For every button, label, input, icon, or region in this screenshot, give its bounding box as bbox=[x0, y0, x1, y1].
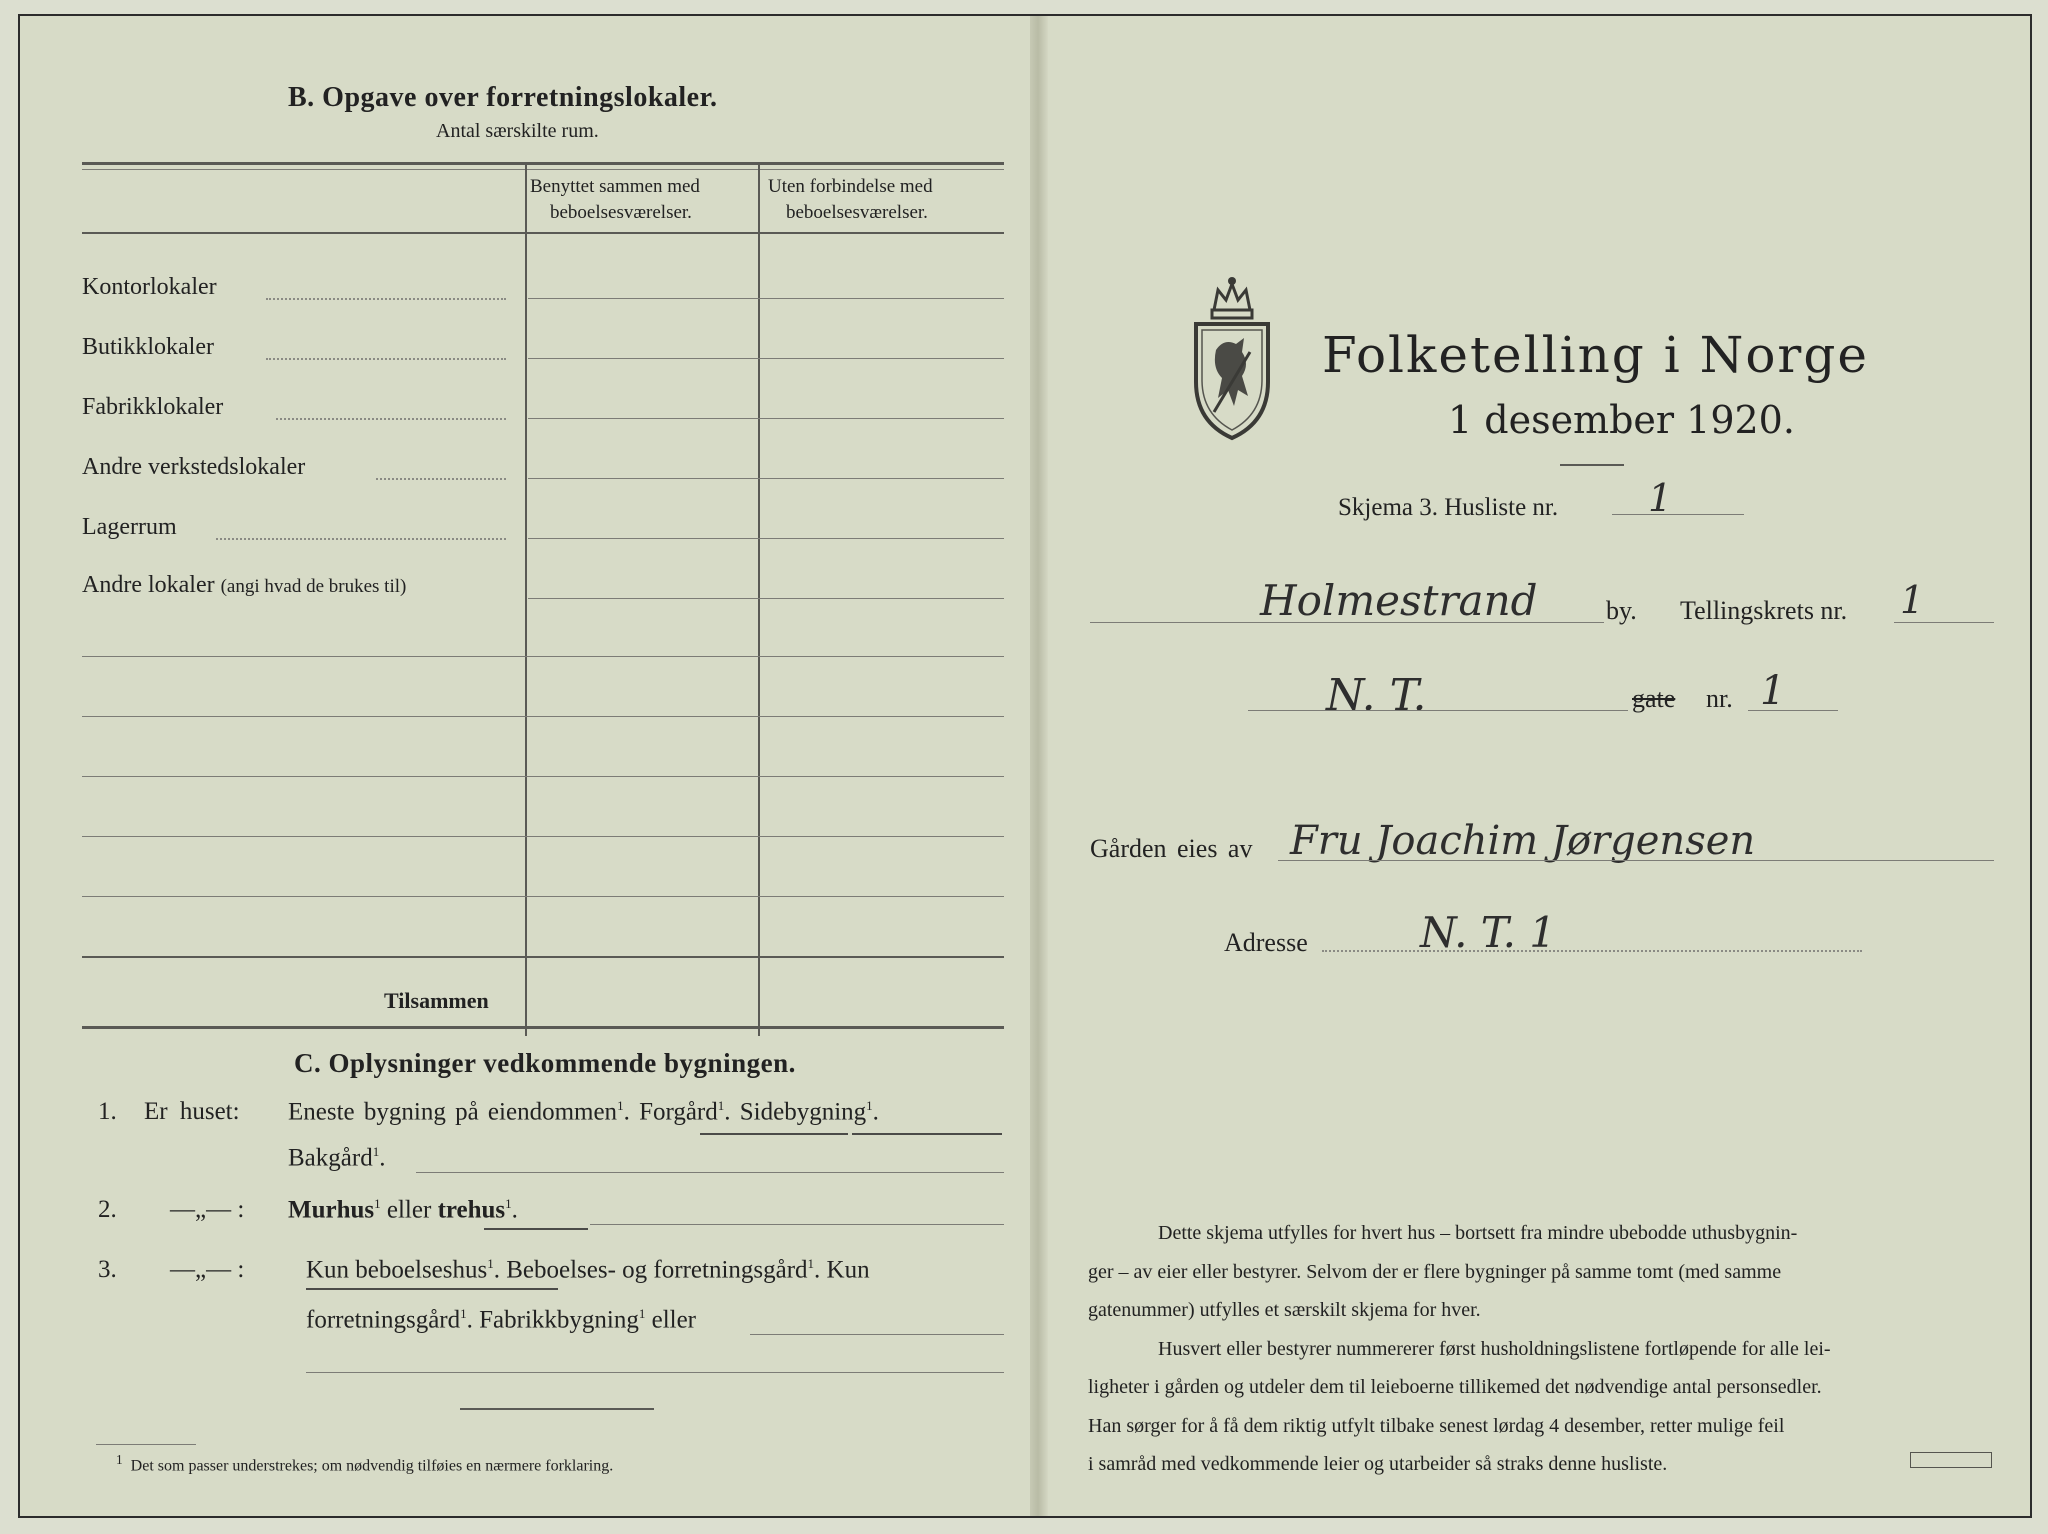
item3-fill-line-2 bbox=[306, 1372, 1004, 1373]
row-leader-kontor bbox=[266, 298, 506, 300]
footnote bbox=[116, 1452, 613, 1475]
census-form-sheet bbox=[18, 14, 2032, 1518]
krets-value: 1 bbox=[1900, 578, 1925, 622]
andre-lokaler-note: (angi hvad de brukes til) bbox=[220, 576, 407, 597]
instruction-line: Dette skjema utfylles for hvert hus – bortsett fra mindre ubebodde uthusbygnin- bbox=[1158, 1222, 1798, 1244]
total-label: Tilsammen bbox=[384, 988, 489, 1013]
norwegian-coat-of-arms-icon bbox=[1184, 272, 1280, 442]
row-label-fabrikk: Fabrikklokaler bbox=[82, 394, 224, 420]
opt-trehus: trehus bbox=[437, 1196, 506, 1224]
item3-number: 3. bbox=[98, 1256, 117, 1283]
page-fold bbox=[1030, 16, 1048, 1516]
footnote-rule bbox=[96, 1444, 196, 1445]
row-rule bbox=[82, 896, 1004, 897]
item1-lead: Er huset: bbox=[144, 1098, 240, 1125]
table-top-rule bbox=[82, 162, 1004, 165]
table-top-rule-2 bbox=[82, 169, 1004, 170]
item3-options-line1: Kun beboelseshus$^1$. Beboelses- og forretningsgård$^1$. Kun bbox=[306, 1256, 870, 1284]
col2-header-line1: Uten forbindelse med bbox=[768, 176, 933, 197]
krets-label: Tellingskrets nr. bbox=[1680, 596, 1848, 625]
row-rule bbox=[82, 836, 1004, 837]
item3-or: eller bbox=[651, 1306, 697, 1334]
col1-header-line2: beboelsesværelser. bbox=[550, 202, 692, 223]
gate-label: gate bbox=[1632, 684, 1676, 713]
item1-options: Eneste bygning på eiendommen$^1$. Forgård$^1$. Sidebygning$^1$. bbox=[288, 1098, 879, 1126]
instruction-line: Husvert eller bestyrer nummererer først husholdningslistene fortløpende for alle lei- bbox=[1158, 1337, 1831, 1360]
row-rule bbox=[82, 776, 1004, 777]
row-label-lager: Lagerrum bbox=[82, 514, 177, 540]
footnote-marker: 1 bbox=[116, 1452, 123, 1467]
item1-number: 1. bbox=[98, 1098, 117, 1125]
title-divider bbox=[1560, 464, 1624, 466]
row-rule bbox=[528, 598, 1004, 599]
row-rule bbox=[528, 478, 1004, 479]
opt-fabrikkbygning: Fabrikkbygning bbox=[479, 1306, 639, 1334]
opt-beboelses-forretning: Beboelses- og forretningsgård bbox=[506, 1256, 808, 1284]
underline-trehus bbox=[484, 1228, 588, 1230]
row-leader-butikk bbox=[266, 358, 506, 360]
item3-options-line2: forretningsgård$^1$. Fabrikkbygning$^1$ eller bbox=[306, 1306, 697, 1334]
address-line bbox=[1322, 950, 1862, 952]
row-rule bbox=[528, 418, 1004, 419]
item2-or: eller bbox=[386, 1196, 432, 1224]
form-title: Folketelling i Norge bbox=[1322, 326, 1869, 384]
underline-forgard bbox=[700, 1133, 848, 1135]
andre-lokaler-label: Andre lokaler bbox=[82, 572, 215, 598]
section-end-rule bbox=[460, 1408, 654, 1410]
opt-kun-beboelseshus: Kun beboelseshus bbox=[306, 1256, 488, 1284]
opt-eneste-bygning: Eneste bygning på eiendommen bbox=[288, 1098, 618, 1126]
item2-fill-line bbox=[590, 1224, 1004, 1225]
instruction-line: i samråd med vedkommende leier og utarbeider så straks denne husliste. bbox=[1088, 1453, 1668, 1475]
section-b-subtitle: Antal særskilte rum. bbox=[436, 120, 599, 142]
row-rule bbox=[82, 656, 1004, 657]
gate-nr-label: nr. bbox=[1706, 684, 1733, 713]
table-header-rule bbox=[82, 232, 1004, 234]
col2-header-line2: beboelsesværelser. bbox=[786, 202, 928, 223]
instruction-line: ligheter i gården og utdeler dem til leieboerne tillikemed det nødvendige antal personsedler. bbox=[1088, 1376, 1822, 1398]
instructions-block bbox=[1088, 1214, 1998, 1484]
husliste-value: 1 bbox=[1648, 476, 1673, 520]
opt-sidebygning: Sidebygning bbox=[739, 1098, 867, 1126]
row-rule bbox=[528, 538, 1004, 539]
item1-bakgard: Bakgård$^1$. bbox=[288, 1144, 386, 1172]
item2-options: Murhus$^1$ eller trehus$^1$. bbox=[288, 1196, 518, 1224]
col2-left-rule bbox=[758, 164, 760, 1036]
underline-sidebygning bbox=[852, 1133, 1002, 1135]
item2-lead: —„— : bbox=[170, 1196, 245, 1223]
row-label-butikk: Butikklokaler bbox=[82, 334, 214, 360]
item3-lead: —„— : bbox=[170, 1256, 245, 1283]
underline-kun-beboelseshus bbox=[306, 1288, 558, 1290]
gate-nr-line bbox=[1748, 710, 1838, 711]
krets-line bbox=[1894, 622, 1994, 623]
table-bottom-rule bbox=[82, 1026, 1004, 1029]
row-rule bbox=[528, 358, 1004, 359]
schema-label: Skjema 3. Husliste nr. bbox=[1338, 494, 1559, 521]
row-leader-lager bbox=[216, 538, 506, 540]
section-b-title: B. Opgave over forretningslokaler. bbox=[288, 82, 718, 113]
printer-stamp bbox=[1910, 1452, 1992, 1468]
instruction-line: Han sørger for å få dem riktig utfylt tilbake senest lørdag 4 desember, retter mulige feil bbox=[1088, 1414, 1785, 1437]
owner-label: Gården eies av bbox=[1090, 834, 1253, 863]
owner-line bbox=[1278, 860, 1994, 861]
row-label-kontor: Kontorlokaler bbox=[82, 274, 217, 300]
col1-left-rule bbox=[525, 164, 527, 1036]
section-c-title: C. Oplysninger vedkommende bygningen. bbox=[294, 1048, 796, 1078]
instruction-line: gatenummer) utfylles et særskilt skjema for hver. bbox=[1088, 1299, 1481, 1321]
opt-kun: Kun bbox=[826, 1256, 870, 1284]
col1-header-line1: Benyttet sammen med bbox=[530, 176, 700, 197]
footnote-text: Det som passer understrekes; om nødvendig tilføies en nærmere forklaring. bbox=[130, 1457, 614, 1475]
gate-nr-value: 1 bbox=[1760, 668, 1786, 714]
husliste-line bbox=[1612, 514, 1744, 515]
row-leader-fabrikk bbox=[276, 418, 506, 420]
census-date: 1 desember 1920. bbox=[1448, 398, 1795, 442]
item2-number: 2. bbox=[98, 1196, 117, 1223]
address-value: N. T. 1 bbox=[1420, 908, 1557, 957]
owner-value: Fru Joachim Jørgensen bbox=[1290, 818, 1756, 864]
row-rule bbox=[82, 716, 1004, 717]
address-label: Adresse bbox=[1224, 928, 1308, 957]
item3-fill-line bbox=[750, 1334, 1004, 1335]
by-label: by. bbox=[1606, 596, 1637, 625]
by-value: Holmestrand bbox=[1260, 576, 1538, 625]
opt-forgard: Forgård bbox=[639, 1098, 718, 1126]
street-line bbox=[1248, 710, 1628, 711]
row-label-verksted: Andre verkstedslokaler bbox=[82, 454, 306, 480]
item1-fill-line bbox=[416, 1172, 1004, 1173]
street-value: N. T. bbox=[1326, 670, 1427, 721]
opt-murhus: Murhus bbox=[288, 1196, 375, 1224]
by-line bbox=[1090, 622, 1604, 623]
row-rule bbox=[528, 298, 1004, 299]
total-top-rule bbox=[82, 956, 1004, 958]
row-leader-verksted bbox=[376, 478, 506, 480]
opt-bakgard: Bakgård bbox=[288, 1144, 373, 1172]
opt-forretningsgard: forretningsgård bbox=[306, 1306, 461, 1334]
row-label-andre bbox=[82, 572, 406, 599]
instruction-line: ger – av eier eller bestyrer. Selvom der er flere bygninger på samme tomt (med samme bbox=[1088, 1260, 1782, 1283]
